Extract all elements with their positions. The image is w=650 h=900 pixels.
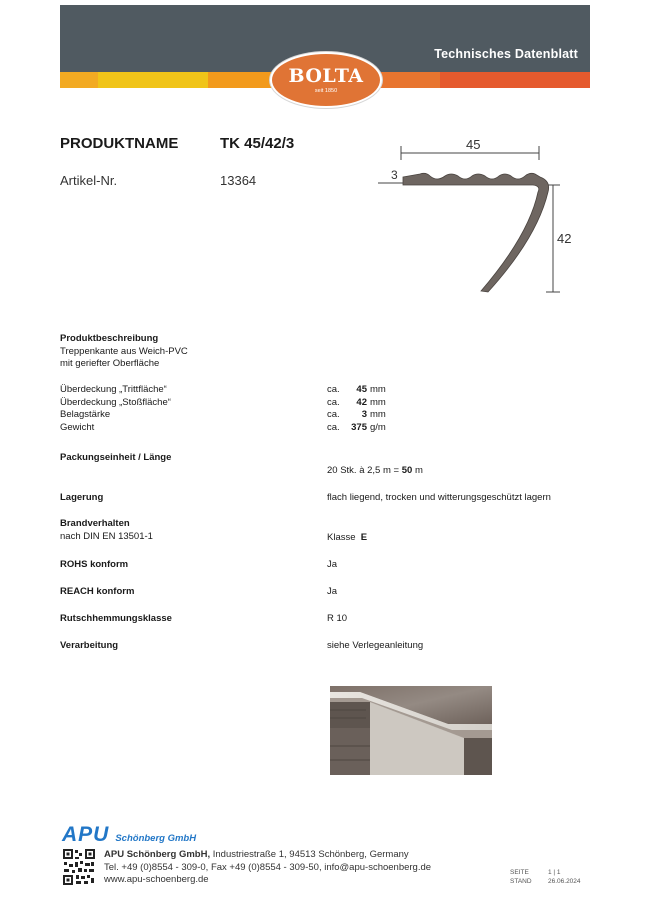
footer-contact-line: Tel. +49 (0)8554 - 309-0, Fax +49 (0)8554 - 309-50, info@apu-schoenberg.de [104,861,432,873]
rohs-value: Ja [327,559,338,570]
profile-technical-drawing [370,130,590,300]
footer-address: Industriestraße 1, 94513 Schönberg, Germany [212,849,409,860]
dimension-value-weight [327,422,386,435]
riser-value: 42 [356,396,367,408]
dimension-value-thickness [327,409,386,422]
dimension-label-tread: Überdeckung „Trittfläche“ [60,384,167,395]
apu-logo-main: APU [62,823,110,846]
footer-company-name: APU Schönberg GmbH, [104,849,211,860]
fire-block [60,518,153,543]
bolta-logo [270,52,382,108]
dimension-values [327,384,386,434]
reach-value: Ja [327,586,338,597]
qr-code-icon [62,848,96,886]
processing-value: siehe Verlegeanleitung [327,640,424,651]
packaging-label: Packungseinheit / Länge [60,452,172,463]
dimension-label-thickness: Belagstärke [60,409,111,420]
storage-label: Lagerung [60,492,104,503]
dimension-label-weight: Gewicht [60,421,95,433]
tread-value: 45 [356,384,367,395]
thickness-value: 3 [361,409,367,420]
fire-value-prefix: Klasse [327,532,356,543]
storage-value: flach liegend, trocken und witterungsgeschützt lagern [327,492,551,503]
dimension-value-tread [327,384,386,397]
footer-address-line [104,849,431,862]
description-block [60,333,188,371]
tread-unit: mm [370,384,386,395]
footer-website[interactable]: www.apu-schoenberg.de [104,874,209,885]
ca-prefix: ca. [327,396,340,408]
slip-class-value: R 10 [327,613,348,624]
page-value: 1 | 1 [548,869,561,876]
page-meta [510,868,581,886]
dimension-value-riser [327,397,386,410]
document-type-title: Technisches Datenblatt [434,47,578,61]
footer-contact-block [104,849,431,887]
height-dimension-label: 42 [557,231,572,246]
packaging-value-total: 50 [401,465,413,476]
width-dimension-label: 45 [466,137,481,152]
ca-prefix: ca. [327,421,340,433]
fire-value-class: E [360,532,368,543]
page-label: SEITE [510,869,529,876]
product-name-label: PRODUKTNAME [60,135,179,152]
dimension-label-riser: Überdeckung „Stoßfläche“ [60,396,171,408]
apu-logo-sub: Schönberg GmbH [115,833,197,844]
weight-unit: g/m [370,421,386,433]
fire-value [327,532,367,545]
thickness-unit: mm [370,409,386,420]
fire-sublabel: nach DIN EN 13501-1 [60,530,153,542]
rohs-label: ROHS konform [60,559,129,570]
packaging-value [327,465,423,478]
description-heading: Produktbeschreibung [60,333,159,344]
description-line-1: Treppenkante aus Weich-PVC [60,345,188,357]
date-label: STAND [510,878,532,885]
fire-label: Brandverhalten [60,518,130,529]
riser-unit: mm [370,396,386,408]
apu-logo [62,823,196,847]
thickness-dimension-label: 3 [391,168,398,182]
ca-prefix: ca. [327,384,340,395]
reach-label: REACH konform [60,586,135,597]
bolta-logo-text: BOLTA [288,64,364,87]
bolta-logo-since: seit 1850 [314,87,338,94]
packaging-value-prefix: 20 Stk. à 2,5 m = [327,465,400,476]
slip-class-label: Rutschhemmungsklasse [60,613,172,624]
ca-prefix: ca. [327,409,340,420]
stair-nosing-profile-shape [403,173,549,292]
article-number-label: Artikel-Nr. [60,173,118,188]
weight-value: 375 [351,421,367,433]
processing-label: Verarbeitung [60,640,119,651]
date-value: 26.06.2024 [548,878,581,885]
packaging-value-unit: m [414,465,423,476]
article-number-value: 13364 [220,173,257,188]
product-photo [330,686,492,775]
dimension-labels [60,384,171,434]
product-name-value: TK 45/42/3 [220,135,295,152]
description-line-2: mit geriefter Oberfläche [60,358,160,369]
